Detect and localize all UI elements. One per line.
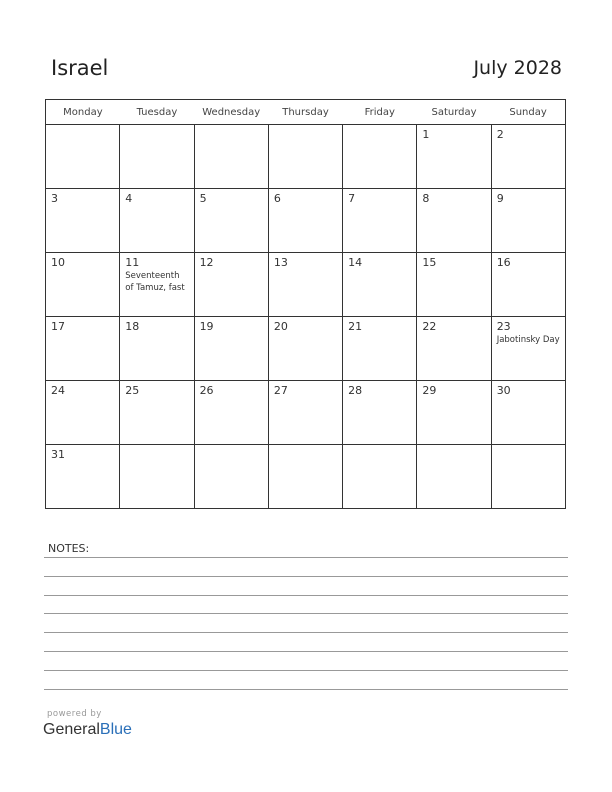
- day-cell: [343, 253, 417, 317]
- weekday-header: Tuesday: [120, 100, 194, 125]
- day-cell: [417, 317, 491, 381]
- day-number: 3: [51, 192, 58, 205]
- day-cell: [46, 381, 120, 445]
- day-cell: [194, 125, 268, 189]
- day-cell: [417, 381, 491, 445]
- day-number: 9: [496, 192, 504, 205]
- week-row: [46, 445, 566, 509]
- week-row: [46, 317, 566, 381]
- note-line: [44, 557, 568, 558]
- day-number: 31: [51, 448, 65, 461]
- day-number: 16: [496, 256, 511, 269]
- day-cell: [46, 125, 120, 189]
- note-line: [44, 689, 568, 690]
- day-cell: [491, 189, 565, 253]
- day-cell: [120, 189, 194, 253]
- day-cell: [343, 381, 417, 445]
- note-line: [44, 576, 568, 577]
- week-row: [46, 253, 566, 317]
- note-line: [44, 670, 568, 671]
- day-number: 11: [125, 256, 140, 269]
- day-cell: [417, 125, 491, 189]
- weekday-header: Thursday: [268, 100, 342, 125]
- day-cell: [343, 189, 417, 253]
- day-cell: [268, 317, 342, 381]
- calendar-grid: [45, 99, 566, 509]
- day-cell: [194, 317, 268, 381]
- notes-label: NOTES:: [48, 542, 90, 555]
- day-number: 12: [199, 256, 214, 269]
- day-number: 8: [422, 192, 430, 205]
- brand-name-part1: General: [43, 721, 100, 738]
- brand-name-part2: Blue: [99, 721, 132, 738]
- day-number: 25: [125, 384, 140, 397]
- day-cell: [120, 253, 194, 317]
- day-cell: [268, 381, 342, 445]
- day-number: 15: [422, 256, 437, 269]
- note-line: [44, 595, 568, 596]
- weekday-header: Wednesday: [194, 100, 268, 125]
- day-cell: [120, 445, 194, 509]
- day-cell: [268, 189, 342, 253]
- day-number: 20: [273, 320, 288, 333]
- day-cell: [194, 253, 268, 317]
- powered-by-text: powered by: [47, 709, 102, 719]
- week-row: [46, 189, 566, 253]
- day-cell: [120, 381, 194, 445]
- note-line: [44, 651, 568, 652]
- day-number: 21: [348, 320, 363, 333]
- day-cell: [417, 253, 491, 317]
- day-number: 17: [51, 320, 65, 333]
- day-number: 13: [273, 256, 288, 269]
- day-cell: [268, 445, 342, 509]
- day-cell: [491, 381, 565, 445]
- day-number: 10: [51, 256, 65, 269]
- day-cell: [417, 445, 491, 509]
- day-cell: [491, 253, 565, 317]
- day-cell: [343, 317, 417, 381]
- day-number: 23: [496, 320, 511, 333]
- holiday-label: Jabotinsky Day: [496, 335, 560, 345]
- day-number: 6: [273, 192, 281, 205]
- day-cell: [46, 189, 120, 253]
- day-cell: [46, 445, 120, 509]
- day-number: 30: [496, 384, 511, 397]
- note-line: [44, 613, 568, 614]
- day-cell: [268, 125, 342, 189]
- day-number: 2: [496, 128, 504, 141]
- day-cell: [194, 445, 268, 509]
- day-cell: [491, 125, 565, 189]
- day-number: 22: [422, 320, 437, 333]
- day-number: 1: [422, 128, 430, 141]
- day-cell: [194, 189, 268, 253]
- day-cell: [120, 125, 194, 189]
- day-number: 14: [348, 256, 363, 269]
- day-cell: [491, 317, 565, 381]
- week-row: [46, 381, 566, 445]
- day-number: 29: [422, 384, 437, 397]
- day-number: 26: [199, 384, 214, 397]
- day-cell: [417, 189, 491, 253]
- country-title: Israel: [51, 56, 109, 80]
- day-number: 18: [125, 320, 140, 333]
- day-cell: [46, 317, 120, 381]
- note-line: [44, 632, 568, 633]
- holiday-label: Seventeenth of Tamuz, fast: [125, 271, 185, 293]
- day-number: 7: [348, 192, 356, 205]
- weekday-header-row: [46, 100, 566, 125]
- day-number: 5: [199, 192, 207, 205]
- day-cell: [194, 381, 268, 445]
- weekday-header: Sunday: [491, 100, 565, 125]
- month-year-title: July 2028: [473, 57, 562, 79]
- day-cell: [120, 317, 194, 381]
- day-cell: [268, 253, 342, 317]
- day-number: 4: [125, 192, 133, 205]
- day-number: 28: [348, 384, 363, 397]
- brand-logo: [43, 721, 132, 739]
- weekday-header: Friday: [343, 100, 417, 125]
- weekday-header: Monday: [46, 100, 120, 125]
- week-row: [46, 125, 566, 189]
- weekday-header: Saturday: [417, 100, 491, 125]
- day-cell: [343, 445, 417, 509]
- day-cell: [46, 253, 120, 317]
- day-cell: [343, 125, 417, 189]
- day-number: 27: [273, 384, 288, 397]
- day-number: 24: [51, 384, 65, 397]
- day-number: 19: [199, 320, 214, 333]
- day-cell: [491, 445, 565, 509]
